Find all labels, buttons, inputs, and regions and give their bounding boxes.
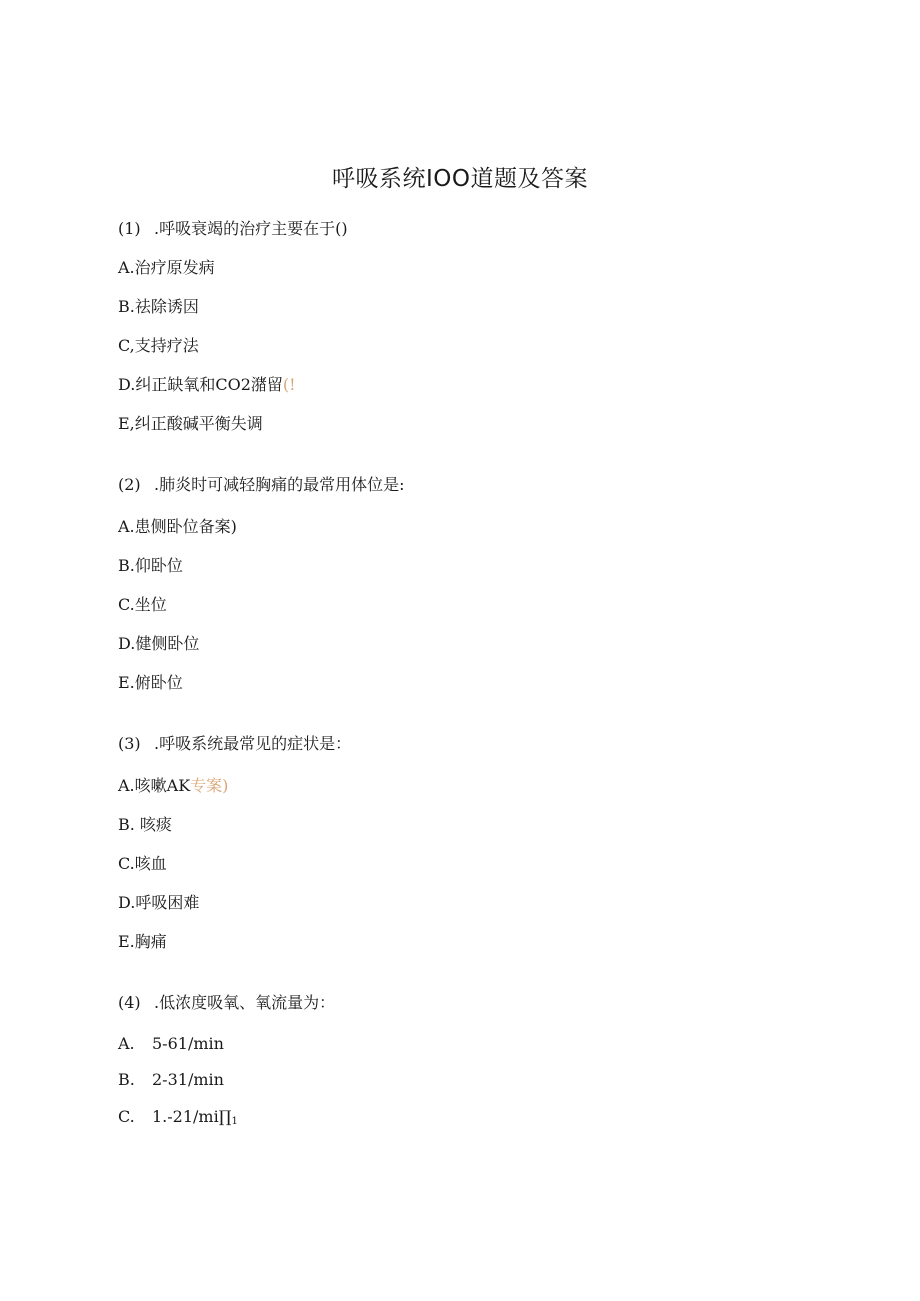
option-e: E.俯卧位 [118, 673, 183, 692]
option-a [118, 776, 228, 796]
option-text: A.咳嗽AK [118, 776, 191, 795]
option-letter: C. [118, 1107, 135, 1126]
option-b [118, 1070, 224, 1090]
question-number: (3) [118, 734, 141, 753]
option-c [118, 1107, 238, 1132]
option-c: C,支持疗法 [118, 336, 199, 355]
question-text: .呼吸系统最常见的症状是： [154, 734, 352, 753]
question-text: .低浓度吸氧、氧流量为： [154, 993, 336, 1012]
question-2 [118, 475, 404, 495]
question-text: .肺炎时可减轻胸痛的最常用体位是: [154, 475, 405, 494]
question-text: .呼吸衰竭的治疗主要在于() [154, 219, 348, 238]
option-d: D.健侧卧位 [118, 634, 200, 653]
option-a: A.患侧卧位备案) [118, 517, 237, 536]
question-1 [118, 219, 348, 239]
question-4 [118, 993, 335, 1013]
option-b: B. 咳痰 [118, 815, 172, 834]
option-e: E,纠正酸碱平衡失调 [118, 414, 263, 433]
question-number: (4) [118, 993, 141, 1012]
option-text: 2-31∕min [152, 1070, 224, 1089]
option-text: 1.-21∕mi∏ [152, 1107, 232, 1126]
option-c: C.坐位 [118, 595, 167, 614]
question-3 [118, 734, 351, 754]
option-d: D.呼吸困难 [118, 893, 200, 912]
option-letter: A. [118, 1034, 135, 1053]
option-e: E.胸痛 [118, 932, 167, 951]
option-text: D.纠正缺氧和CO2潴留 [118, 375, 283, 394]
option-text: 5-61∕min [152, 1034, 224, 1053]
option-b: B.祛除诱因 [118, 297, 199, 316]
option-tail: 1 [231, 1116, 238, 1127]
answer-mark: 专案) [190, 776, 229, 795]
option-c: C.咳血 [118, 854, 167, 873]
question-number: (1) [118, 219, 141, 238]
answer-mark: (! [282, 375, 296, 394]
option-a: A.治疗原发病 [118, 258, 215, 277]
option-b: B.仰卧位 [118, 556, 183, 575]
option-a [118, 1034, 224, 1054]
page-title: 呼吸系统IOO道题及答案 [332, 166, 588, 192]
option-letter: B. [118, 1070, 135, 1089]
question-number: (2) [118, 475, 141, 494]
option-d [118, 375, 296, 395]
